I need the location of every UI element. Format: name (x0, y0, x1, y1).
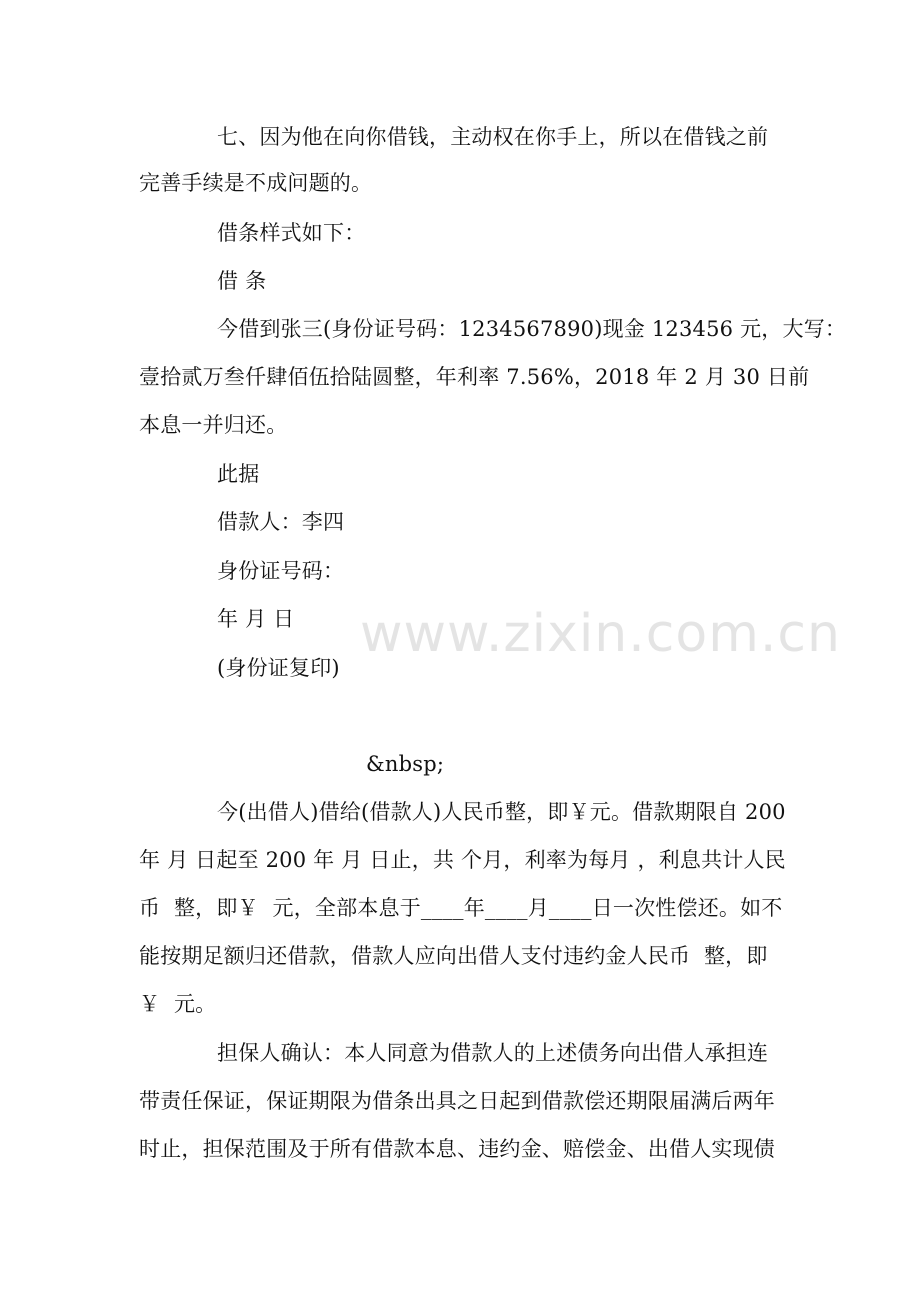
borrower-line: 借款人：李四 (217, 510, 345, 534)
iou-evidence: 此据 (217, 462, 260, 486)
loan-terms-line-2: 年 月 日起至 200 年 月 日止，共 个月，利率为每月 ，利息共计人民 (139, 848, 786, 872)
guarantor-line-1: 担保人确认：本人同意为借款人的上述债务向出借人承担连 (217, 1041, 769, 1065)
iou-body-line-2: 壹拾贰万叁仟肆佰伍拾陆圆整，年利率 7.56%，2018 年 2 月 30 日前 (139, 365, 810, 389)
loan-terms-line-1: 今(出借人)借给(借款人)人民币整，即￥元。借款期限自 200 (217, 800, 786, 824)
loan-terms-line-5: ￥ 元。 (139, 992, 217, 1016)
id-number-line: 身份证号码： (217, 559, 345, 583)
iou-title: 借 条 (217, 269, 267, 293)
loan-terms-line-4: 能按期足额归还借款，借款人应向出借人支付违约金人民币 整，即 (139, 944, 768, 968)
id-copy-line: (身份证复印) (217, 656, 340, 680)
iou-body-line-3: 本息一并归还。 (139, 413, 288, 437)
date-line: 年 月 日 (217, 607, 295, 631)
para-initiative-line-1: 七、因为他在向你借钱，主动权在你手上，所以在借钱之前 (217, 125, 769, 149)
nbsp-text: &nbsp; (366, 752, 445, 776)
iou-sample-heading: 借条样式如下： (217, 221, 366, 245)
iou-body-line-1: 今借到张三(身份证号码：1234567890)现金 123456 元，大写： (217, 317, 847, 341)
guarantor-line-2: 带责任保证，保证期限为借条出具之日起到借款偿还期限届满后两年 (139, 1089, 775, 1113)
para-initiative-line-2: 完善手续是不成问题的。 (139, 171, 373, 195)
watermark: www.zixin.com.cn (360, 604, 841, 664)
guarantor-line-3: 时止，担保范围及于所有借款本息、违约金、赔偿金、出借人实现债 (139, 1137, 775, 1161)
loan-terms-line-3: 币 整，即￥ 元，全部本息于____年____月____日一次性偿还。如不 (139, 896, 783, 920)
